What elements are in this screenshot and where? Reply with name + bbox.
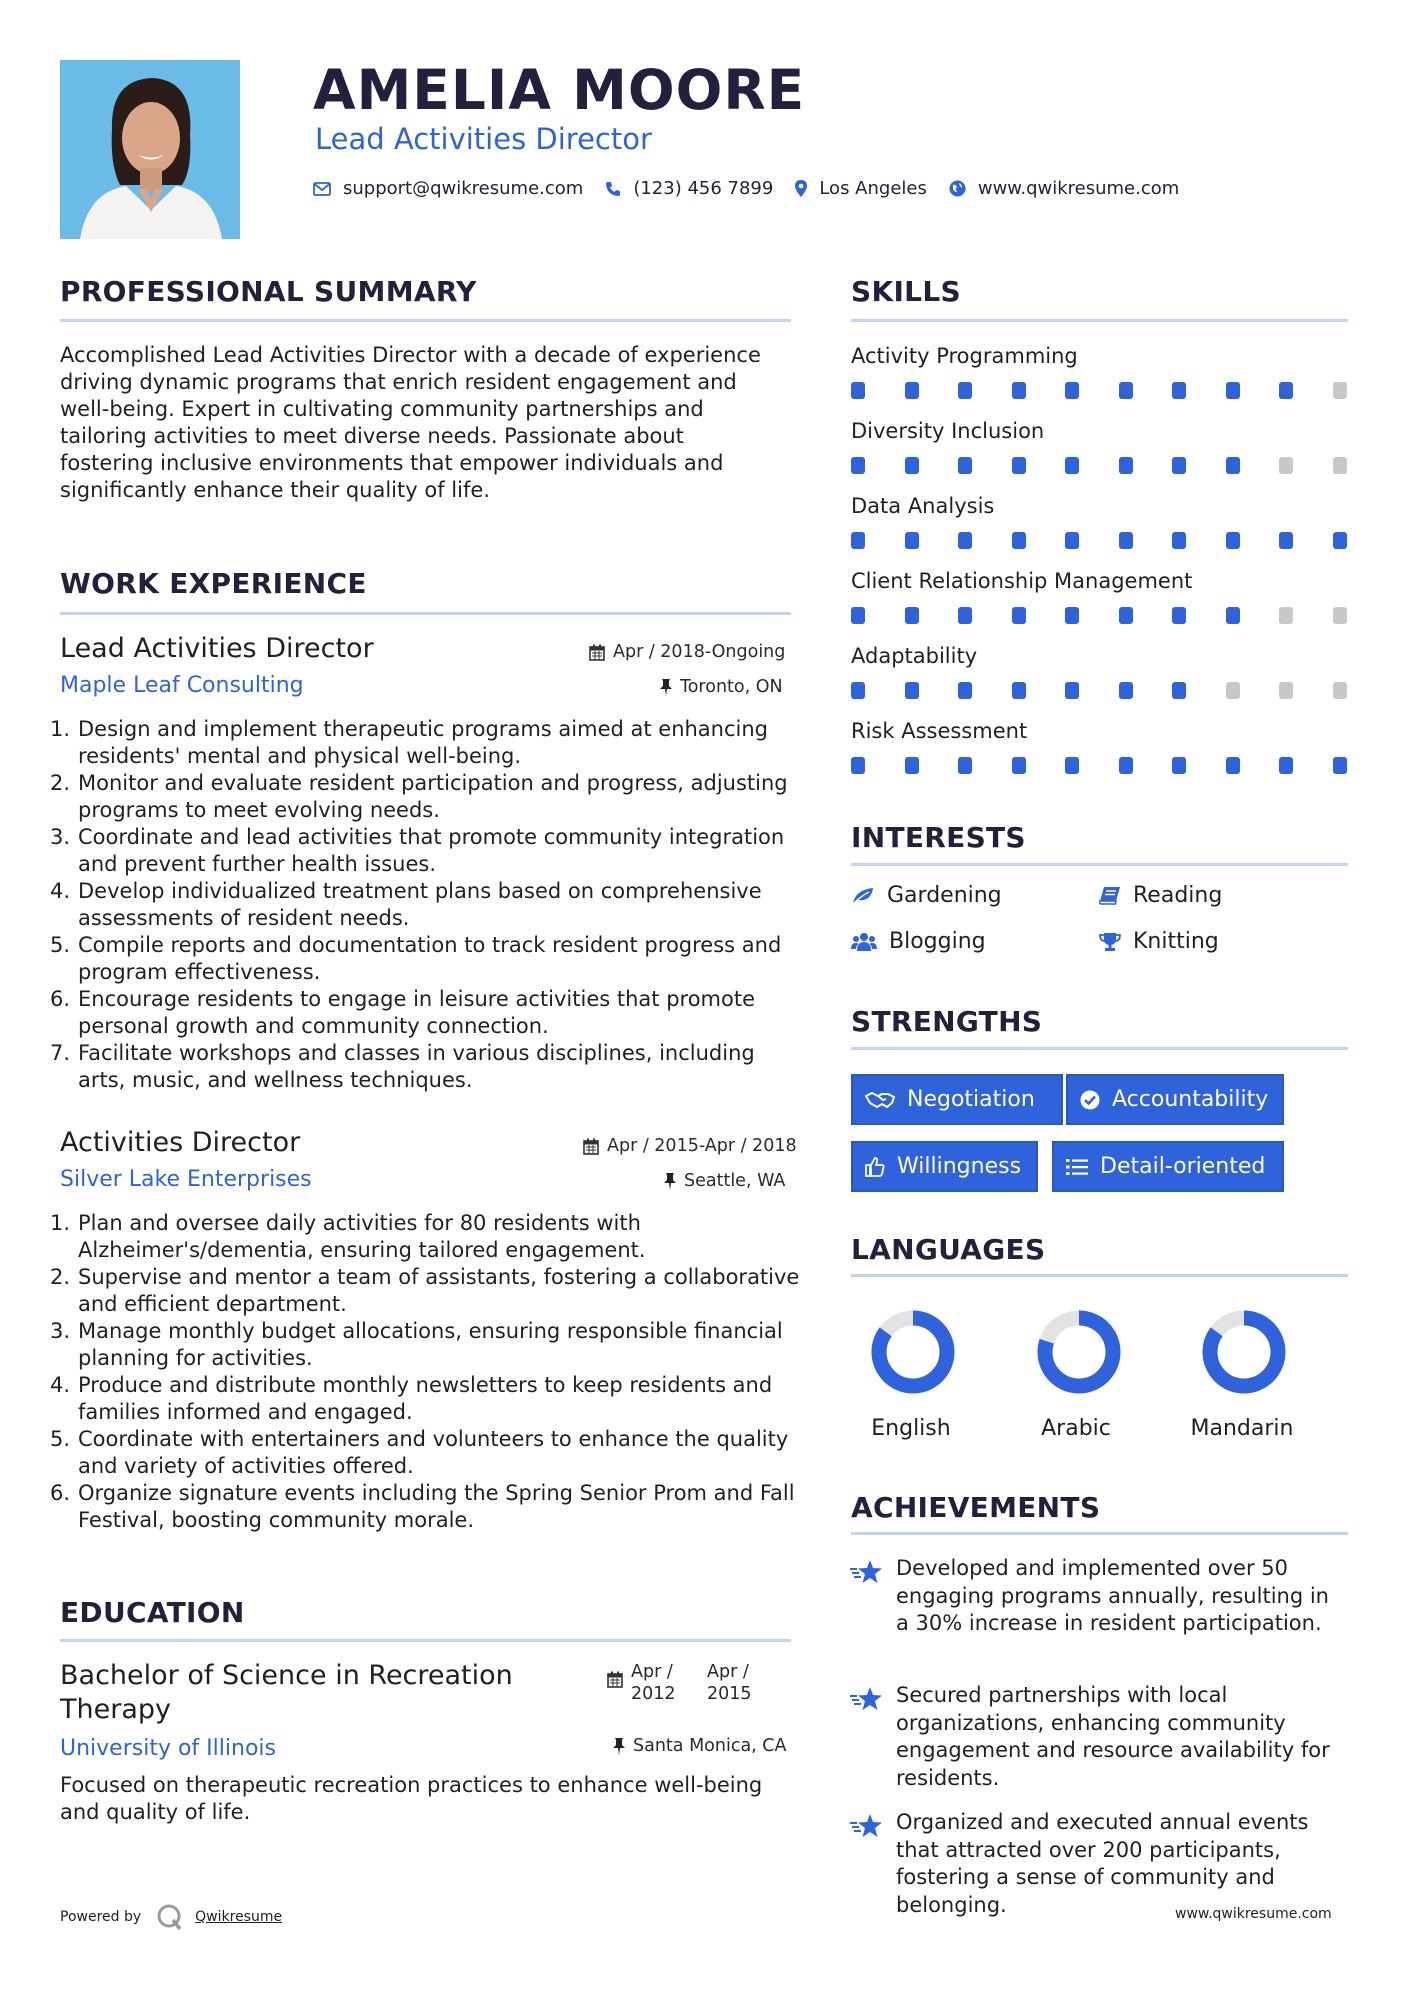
achievement-item: Developed and implemented over 50 engaging programs annually, resulting in a 30% increase in resident participation.	[896, 1556, 1329, 1635]
skill-dot-filled	[1226, 607, 1240, 624]
degree-title: Bachelor of Science in Recreation Therapy	[60, 1660, 513, 1725]
skill-dot-filled	[1065, 382, 1079, 399]
skill-name: Client Relationship Management	[851, 569, 1193, 593]
qwikresume-logo-icon	[155, 1902, 185, 1932]
skill-dot-filled	[958, 682, 972, 699]
skill-dot-filled	[905, 607, 919, 624]
job-title: Lead Activities Director	[60, 633, 374, 664]
skill-dot-filled	[1012, 532, 1026, 549]
candidate-title: Lead Activities Director	[315, 122, 652, 156]
list-item: 4. Produce and distribute monthly newsletters to keep residents and families informed and engaged.	[50, 1373, 773, 1424]
skill-dot-filled	[1012, 382, 1026, 399]
pushpin-icon	[660, 679, 672, 696]
skills-divider	[851, 319, 1348, 322]
skill-dot-filled	[1119, 457, 1133, 474]
skill-dot-filled	[905, 457, 919, 474]
achievement-item: Organized and executed annual events that attracted over 200 participants, fostering a sense of community and belonging.	[896, 1810, 1309, 1917]
skill-name: Activity Programming	[851, 344, 1078, 368]
phone-icon	[605, 181, 621, 197]
calendar-icon	[607, 1671, 623, 1688]
pushpin-icon	[664, 1173, 676, 1190]
skill-rating	[851, 757, 1349, 777]
skill-dot-filled	[851, 757, 865, 774]
skill-dot-filled	[1172, 532, 1186, 549]
interests-heading: INTERESTS	[851, 821, 1026, 854]
list-item: 3. Manage monthly budget allocations, ensuring responsible financial planning for activities.	[50, 1319, 783, 1370]
skill-dot-filled	[1172, 382, 1186, 399]
profile-photo	[60, 60, 240, 239]
skill-dot-filled	[851, 382, 865, 399]
achievement-item: Secured partnerships with local organizations, enhancing community engagement and resource availability for residents.	[896, 1683, 1330, 1790]
experience-divider	[60, 612, 791, 615]
skill-dot-filled	[1172, 607, 1186, 624]
education-start: Apr / 2012	[631, 1662, 676, 1704]
skill-dot-filled	[851, 682, 865, 699]
skill-dot-filled	[1012, 757, 1026, 774]
interest-knitting: Knitting	[1099, 929, 1219, 954]
star-speed-icon	[849, 1559, 883, 1585]
job-location	[664, 1171, 785, 1191]
skill-dot-empty	[1226, 682, 1240, 699]
language-ring-mandarin	[1210, 1318, 1278, 1386]
skill-dot-filled	[1065, 532, 1079, 549]
job-dates-text: Apr / 2015-Apr / 2018	[607, 1136, 797, 1156]
summary-heading: PROFESSIONAL SUMMARY	[60, 275, 477, 308]
company-name[interactable]: Silver Lake Enterprises	[60, 1167, 312, 1192]
skill-rating	[851, 457, 1349, 477]
skill-dot-filled	[1065, 457, 1079, 474]
skill-dot-filled	[1119, 607, 1133, 624]
skill-dot-filled	[958, 607, 972, 624]
job-dates-text: Apr / 2018-Ongoing	[613, 642, 786, 662]
leaf-icon	[851, 886, 875, 906]
achievements-heading: ACHIEVEMENTS	[851, 1491, 1101, 1524]
skill-dot-filled	[1226, 382, 1240, 399]
list-item: 5. Compile reports and documentation to track resident progress and program effectiveness.	[50, 933, 782, 984]
skill-dot-filled	[958, 382, 972, 399]
skill-dot-empty	[1279, 457, 1293, 474]
job-title: Activities Director	[60, 1127, 301, 1158]
skill-dot-empty	[1333, 382, 1347, 399]
skill-dot-empty	[1333, 682, 1347, 699]
strengths-heading: STRENGTHS	[851, 1005, 1043, 1038]
skill-dot-filled	[1172, 757, 1186, 774]
thumbs-up-icon	[865, 1157, 885, 1177]
summary-divider	[60, 319, 791, 322]
skill-dot-filled	[1172, 682, 1186, 699]
job-location	[660, 677, 783, 697]
envelope-icon	[313, 182, 331, 196]
education-divider	[60, 1639, 791, 1642]
contact-location	[795, 178, 927, 199]
job-location-text: Seattle, WA	[684, 1171, 786, 1191]
skill-dot-empty	[1333, 607, 1347, 624]
education-location-text: Santa Monica, CA	[633, 1736, 787, 1756]
skill-rating	[851, 532, 1349, 552]
interest-blogging: Blogging	[851, 929, 986, 954]
contact-website-text: www.qwikresume.com	[977, 178, 1180, 199]
handshake-icon	[865, 1090, 895, 1110]
skill-dot-filled	[1065, 757, 1079, 774]
list-item: 3. Coordinate and lead activities that promote community integration and prevent further health issues.	[50, 825, 785, 876]
summary-text: Accomplished Lead Activities Director with a decade of experience driving dynamic programs that enrich resident engagement and well-being. Expert in cultivating community partnerships and tailoring activities to meet diverse needs. Passionate about fostering inclusive environments that empower individuals and significantly enhance their quality of life.	[60, 343, 761, 502]
list-item: 1. Design and implement therapeutic programs aimed at enhancing residents' mental and physical well-being.	[50, 717, 769, 768]
education-description: Focused on therapeutic recreation practices to enhance well-being and quality of life.	[60, 1773, 763, 1824]
skill-dot-filled	[851, 607, 865, 624]
skill-dot-filled	[1065, 607, 1079, 624]
skill-dot-filled	[958, 532, 972, 549]
experience-heading: WORK EXPERIENCE	[60, 567, 367, 600]
skill-dot-filled	[1226, 757, 1240, 774]
star-speed-icon	[849, 1686, 883, 1712]
skill-rating	[851, 682, 1349, 702]
skill-dot-filled	[1279, 382, 1293, 399]
company-name[interactable]: Maple Leaf Consulting	[60, 673, 304, 698]
strength-chip-detail-oriented: Detail-oriented	[1052, 1141, 1284, 1192]
skill-rating	[851, 382, 1349, 402]
skill-dot-filled	[1279, 532, 1293, 549]
skill-dot-empty	[1279, 682, 1293, 699]
globe-icon	[949, 180, 966, 197]
language-rings	[851, 1300, 1348, 1410]
list-item: 5. Coordinate with entertainers and volunteers to enhance the quality and variety of activities offered.	[50, 1427, 789, 1478]
skill-dot-filled	[851, 532, 865, 549]
skill-dot-empty	[1333, 457, 1347, 474]
strength-chip-accountability: Accountability	[1066, 1074, 1284, 1125]
list-item: 2. Monitor and evaluate resident participation and progress, adjusting programs to meet evolving needs.	[50, 771, 788, 822]
skill-name: Diversity Inclusion	[851, 419, 1045, 443]
education-end: Apr / 2015	[707, 1662, 752, 1704]
skill-name: Risk Assessment	[851, 719, 1028, 743]
list-item: 6. Encourage residents to engage in leisure activities that promote personal growth and community connection.	[50, 987, 756, 1038]
job-dates	[583, 1136, 797, 1156]
skill-rating	[851, 607, 1349, 627]
job-bullets	[50, 716, 800, 1094]
footer-website[interactable]: www.qwikresume.com	[1175, 1906, 1332, 1922]
skill-dot-filled	[958, 457, 972, 474]
contact-phone[interactable]	[605, 178, 773, 199]
list-icon	[1066, 1158, 1088, 1176]
skill-dot-empty	[1279, 607, 1293, 624]
calendar-icon	[589, 644, 605, 661]
skill-dot-filled	[1119, 682, 1133, 699]
skill-dot-filled	[1012, 457, 1026, 474]
skill-dot-filled	[1172, 457, 1186, 474]
skill-dot-filled	[1119, 757, 1133, 774]
users-icon	[851, 932, 877, 952]
contact-location-text: Los Angeles	[819, 178, 927, 199]
job-bullets	[50, 1210, 800, 1534]
calendar-icon	[583, 1138, 599, 1155]
skill-dot-filled	[905, 682, 919, 699]
skill-dot-filled	[905, 532, 919, 549]
skill-dot-filled	[1065, 682, 1079, 699]
skill-dot-filled	[905, 382, 919, 399]
skill-dot-filled	[958, 757, 972, 774]
education-dates	[607, 1661, 757, 1705]
language-ring-arabic	[1045, 1318, 1113, 1386]
contact-website[interactable]	[949, 178, 1179, 199]
skill-dot-filled	[1119, 382, 1133, 399]
interests-divider	[851, 863, 1348, 866]
book-icon	[1099, 886, 1121, 906]
list-item: 1. Plan and oversee daily activities for 80 residents with Alzheimer's/dementia, ensuring tailored engagement.	[50, 1211, 646, 1262]
skill-dot-filled	[1279, 757, 1293, 774]
contact-bar	[313, 178, 1201, 199]
skill-dot-filled	[1226, 457, 1240, 474]
contact-email[interactable]	[313, 178, 583, 199]
languages-divider	[851, 1274, 1348, 1277]
language-name: Mandarin	[1190, 1416, 1294, 1441]
skill-dot-filled	[851, 457, 865, 474]
skill-name: Data Analysis	[851, 494, 995, 518]
skills-heading: SKILLS	[851, 275, 961, 308]
languages-heading: LANGUAGES	[851, 1233, 1046, 1266]
strength-chip-negotiation: Negotiation	[851, 1074, 1063, 1125]
star-speed-icon	[849, 1813, 883, 1839]
pushpin-icon	[613, 1738, 625, 1755]
skill-dot-filled	[1012, 607, 1026, 624]
skill-dot-filled	[1333, 757, 1347, 774]
education-location	[613, 1736, 787, 1756]
job-dates	[589, 642, 785, 662]
check-circle-icon	[1080, 1090, 1100, 1110]
qwikresume-link[interactable]: Qwikresume	[195, 1909, 283, 1925]
interest-gardening: Gardening	[851, 883, 1002, 908]
skill-dot-filled	[905, 757, 919, 774]
list-item: 6. Organize signature events including the Spring Senior Prom and Fall Festival, boosting community morale.	[50, 1481, 795, 1532]
skill-dot-filled	[1119, 532, 1133, 549]
achievements-divider	[851, 1532, 1348, 1535]
language-ring-english	[879, 1318, 947, 1386]
list-item: 7. Facilitate workshops and classes in various disciplines, including arts, music, and wellness techniques.	[50, 1041, 755, 1092]
skill-name: Adaptability	[851, 644, 978, 668]
skill-dot-filled	[1226, 532, 1240, 549]
skill-dot-filled	[1012, 682, 1026, 699]
education-heading: EDUCATION	[60, 1596, 245, 1629]
skill-dot-filled	[1333, 532, 1347, 549]
school-name[interactable]: University of Illinois	[60, 1736, 276, 1761]
trophy-icon	[1099, 932, 1121, 952]
interest-reading: Reading	[1099, 883, 1222, 908]
strengths-divider	[851, 1047, 1348, 1050]
contact-phone-text: (123) 456 7899	[633, 178, 774, 199]
list-item: 4. Develop individualized treatment plans based on comprehensive assessments of resident needs.	[50, 879, 762, 930]
map-pin-icon	[795, 180, 807, 197]
list-item: 2. Supervise and mentor a team of assistants, fostering a collaborative and efficient department.	[50, 1265, 800, 1316]
language-name: English	[871, 1416, 951, 1441]
footer-powered-by: Powered by Qwikresume	[60, 1902, 282, 1932]
contact-email-text: support@qwikresume.com	[343, 178, 584, 199]
language-name: Arabic	[1041, 1416, 1111, 1441]
strength-chip-willingness: Willingness	[851, 1141, 1038, 1192]
candidate-name: AMELIA MOORE	[313, 58, 806, 122]
job-location-text: Toronto, ON	[680, 677, 783, 697]
